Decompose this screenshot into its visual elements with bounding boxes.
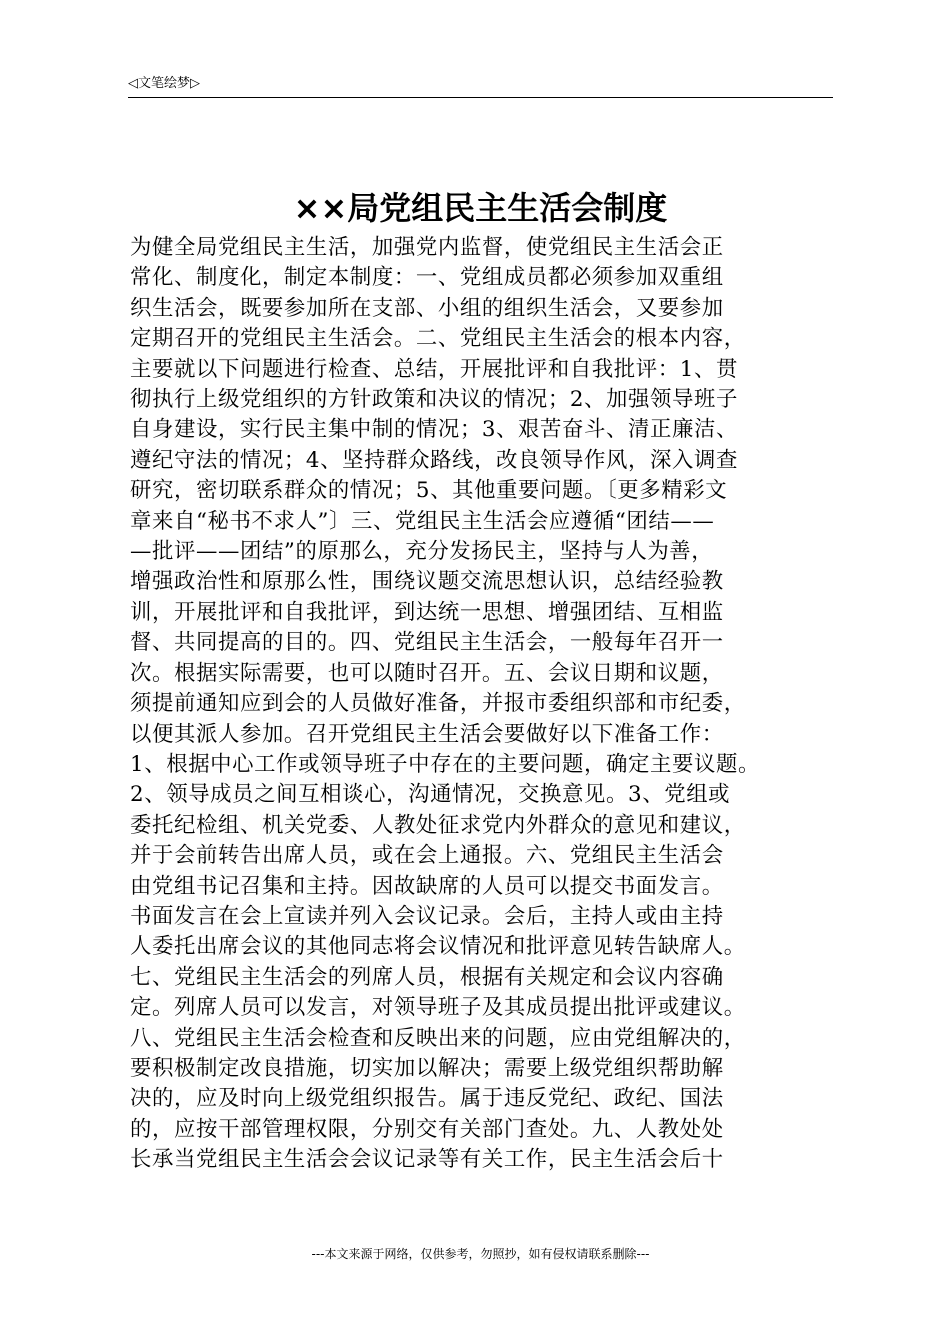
- body-line: 增强政治性和原那么性，围绕议题交流思想认识，总结经验教: [130, 569, 724, 595]
- body-line: 的，应按干部管理权限，分别交有关部门查处。九、人教处处: [130, 1116, 724, 1142]
- body-line: 自身建设，实行民主集中制的情况；3、艰苦奋斗、清正廉洁、: [130, 417, 738, 443]
- body-line: 长承当党组民主生活会会议记录等有关工作，民主生活会后十: [130, 1147, 724, 1173]
- body-line: 2、领导成员之间互相谈心，沟通情况，交换意见。3、党组或: [130, 782, 731, 808]
- body-line: 八、党组民主生活会检查和反映出来的问题，应由党组解决的，: [130, 1025, 746, 1051]
- body-line: 委托纪检组、机关党委、人教处征求党内外群众的意见和建议，: [130, 812, 746, 838]
- document-title: ××局党组民主生活会制度: [293, 189, 668, 227]
- body-line: 由党组书记召集和主持。因故缺席的人员可以提交书面发言。: [130, 873, 724, 899]
- body-line: 常化、制度化，制定本制度：一、党组成员都必须参加双重组: [130, 265, 724, 291]
- body-line: 七、党组民主生活会的列席人员，根据有关规定和会议内容确: [130, 964, 724, 990]
- body-line: 主要就以下问题进行检查、总结，开展批评和自我批评：1、贯: [130, 356, 738, 382]
- body-line: 章来自“秘书不求人”〕三、党组民主生活会应遵循“团结——: [130, 508, 715, 534]
- body-line: 以便其派人参加。召开党组民主生活会要做好以下准备工作：: [130, 721, 724, 747]
- body-line: 为健全局党组民主生活，加强党内监督，使党组民主生活会正: [130, 235, 724, 260]
- header-divider: [128, 97, 833, 98]
- body-line: 督、共同提高的目的。四、党组民主生活会，一般每年召开一: [130, 630, 724, 656]
- body-line: 决的，应及时向上级党组织报告。属于违反党纪、政纪、国法: [130, 1086, 724, 1112]
- body-line: 并于会前转告出席人员，或在会上通报。六、党组民主生活会: [130, 843, 724, 869]
- body-line: 织生活会，既要参加所在支部、小组的组织生活会，又要参加: [130, 295, 724, 321]
- body-line: 1、根据中心工作或领导班子中存在的主要问题，确定主要议题。: [130, 751, 760, 777]
- body-line: 定。列席人员可以发言，对领导班子及其成员提出批评或建议。: [130, 995, 746, 1021]
- body-line: 人委托出席会议的其他同志将会议情况和批评意见转告缺席人。: [130, 934, 746, 960]
- body-line: 须提前通知应到会的人员做好准备，并报市委组织部和市纪委，: [130, 691, 746, 717]
- document-body: [130, 233, 835, 1176]
- header-brand: ◁文笔绘梦▷: [128, 76, 200, 91]
- body-line: 训，开展批评和自我批评，到达统一思想、增强团结、互相监: [130, 599, 724, 625]
- body-line: 彻执行上级党组织的方针政策和决议的情况；2、加强领导班子: [130, 387, 738, 413]
- body-line: 书面发言在会上宣读并列入会议记录。会后，主持人或由主持: [130, 903, 724, 929]
- body-line: 次。根据实际需要，也可以随时召开。五、会议日期和议题，: [130, 660, 724, 686]
- body-line: —批评——团结”的原那么，充分发扬民主，坚持与人为善，: [130, 539, 714, 565]
- body-line: 遵纪守法的情况；4、坚持群众路线，改良领导作风，深入调查: [130, 447, 738, 473]
- body-line: 要积极制定改良措施，切实加以解决；需要上级党组织帮助解: [130, 1055, 724, 1081]
- body-line: 研究，密切联系群众的情况；5、其他重要问题。〔更多精彩文: [130, 478, 728, 504]
- body-line: 定期召开的党组民主生活会。二、党组民主生活会的根本内容，: [130, 326, 746, 352]
- footer-disclaimer: ---本文来源于网络，仅供参考，勿照抄，如有侵权请联系删除---: [311, 1247, 650, 1261]
